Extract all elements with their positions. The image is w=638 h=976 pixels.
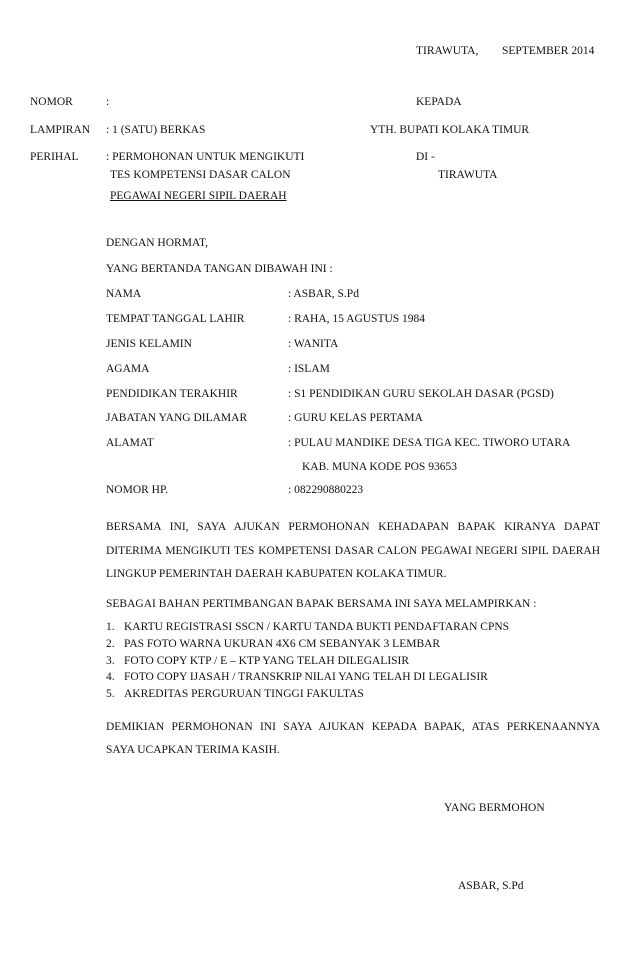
recipient-yth: YTH. BUPATI KOLAKA TIMUR (370, 124, 530, 136)
attachment-text: AKREDITAS PERGURUAN TINGGI FAKULTAS (124, 688, 364, 700)
perihal-line-1: : PERMOHONAN UNTUK MENGIKUTI (106, 151, 305, 163)
date-month-year: SEPTEMBER 2014 (502, 45, 595, 57)
field-label-ttl: TEMPAT TANGGAL LAHIR (106, 313, 245, 325)
attachment-number: 4. (106, 671, 115, 683)
lampiran-value: : 1 (SATU) BERKAS (106, 124, 206, 136)
recipient-place: TIRAWUTA (438, 169, 498, 181)
attachment-number: 3. (106, 655, 115, 667)
field-value-alamat: : PULAU MANDIKE DESA TIGA KEC. TIWORO UTARA (288, 437, 571, 449)
recipient-di: DI - (416, 151, 435, 163)
nomor-label: NOMOR (30, 96, 73, 108)
recipient-kepada: KEPADA (416, 96, 462, 108)
field-label-nama: NAMA (106, 288, 142, 300)
field-value-jenis-kelamin: : WANITA (288, 338, 339, 350)
field-label-nomor-hp: NOMOR HP. (106, 484, 168, 496)
signature-label: YANG BERMOHON (444, 802, 545, 814)
paragraph-1-line-1: BERSAMA INI, SAYA AJUKAN PERMOHONAN KEHADAPAN BAPAK KIRANYA DAPAT (106, 521, 600, 533)
nomor-value: : (106, 96, 110, 108)
field-value-ttl: : RAHA, 15 AGUSTUS 1984 (288, 313, 426, 325)
attachment-number: 1. (106, 621, 115, 633)
field-value-pendidikan: : S1 PENDIDIKAN GURU SEKOLAH DASAR (PGSD) (288, 388, 554, 400)
perihal-line-2: TES KOMPETENSI DASAR CALON (110, 169, 291, 181)
attachment-text: PAS FOTO WARNA UKURAN 4X6 CM SEBANYAK 3 LEMBAR (124, 638, 441, 650)
perihal-line-3: PEGAWAI NEGERI SIPIL DAERAH (110, 190, 287, 202)
attachment-number: 5. (106, 688, 115, 700)
paragraph-1-line-3: LINGKUP PEMERINTAH DAERAH KABUPATEN KOLAKA TIMUR. (106, 568, 447, 580)
date-place: TIRAWUTA, (416, 45, 479, 57)
perihal-label: PERIHAL (30, 151, 79, 163)
attachment-text: FOTO COPY KTP / E – KTP YANG TELAH DILEGALISIR (124, 655, 410, 667)
closing-line-1: DEMIKIAN PERMOHONAN INI SAYA AJUKAN KEPADA BAPAK, ATAS PERKENAANNYA (106, 721, 600, 733)
attachment-number: 2. (106, 638, 115, 650)
signature-name: ASBAR, S.Pd (458, 880, 524, 892)
field-value-alamat-line-2: KAB. MUNA KODE POS 93653 (302, 461, 457, 473)
field-label-alamat: ALAMAT (106, 437, 154, 449)
field-label-pendidikan: PENDIDIKAN TERAKHIR (106, 388, 238, 400)
greeting: DENGAN HORMAT, (106, 237, 209, 249)
attachment-text: FOTO COPY IJASAH / TRANSKRIP NILAI YANG TELAH DI LEGALISIR (124, 671, 488, 683)
field-label-jenis-kelamin: JENIS KELAMIN (106, 338, 192, 350)
field-value-nama: : ASBAR, S.Pd (288, 288, 359, 300)
field-label-jabatan: JABATAN YANG DILAMAR (106, 412, 248, 424)
field-value-jabatan: : GURU KELAS PERTAMA (288, 412, 423, 424)
field-value-agama: : ISLAM (288, 363, 330, 375)
field-label-agama: AGAMA (106, 363, 150, 375)
attachment-text: KARTU REGISTRASI SSCN / KARTU TANDA BUKTI PENDAFTARAN CPNS (124, 621, 510, 633)
field-value-nomor-hp: : 082290880223 (288, 484, 364, 496)
lampiran-label: LAMPIRAN (30, 124, 91, 136)
closing-line-2: SAYA UCAPKAN TERIMA KASIH. (106, 744, 280, 756)
intro-line: YANG BERTANDA TANGAN DIBAWAH INI : (106, 263, 333, 275)
paragraph-2: SEBAGAI BAHAN PERTIMBANGAN BAPAK BERSAMA INI SAYA MELAMPIRKAN : (106, 598, 537, 610)
paragraph-1-line-2: DITERIMA MENGIKUTI TES KOMPETENSI DASAR CALON PEGAWAI NEGERI SIPIL DAERAH (106, 545, 600, 557)
